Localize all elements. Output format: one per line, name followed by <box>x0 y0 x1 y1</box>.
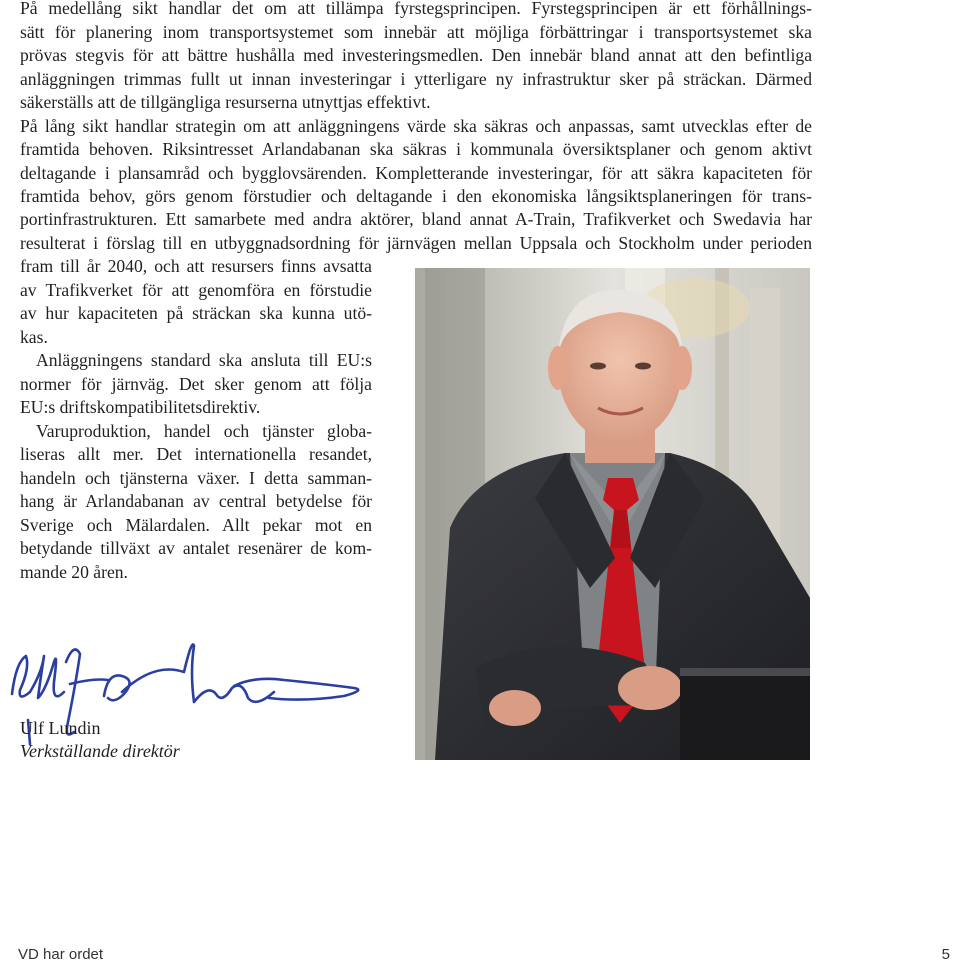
column-line-9: liseras allt mer. Det internationella resandet, <box>20 444 372 464</box>
signatory-title: Verkställande direktör <box>20 741 180 761</box>
footer-section-title: VD har ordet <box>18 946 104 963</box>
column-line-11: hang är Arlandabanan av central betydelse för <box>20 491 372 511</box>
column-line-1: fram till år 2040, och att resursers finns avsatta <box>20 256 372 276</box>
body-line-1: På medellång sikt handlar det om att tillämpa fyrstegsprincipen. Fyrstegsprincipen är ett förhållnings- <box>20 0 812 18</box>
column-line-13: betydande tillväxt av antalet resenärer de kom- <box>20 538 372 558</box>
column-line-4: kas. <box>20 327 48 347</box>
body-line-9: framtida behov, görs genom förstudier och deltagande i den ekonomiska långsiktsplaneringen för trans- <box>20 186 812 206</box>
column-line-12: Sverige och Mälardalen. Allt pekar mot en <box>20 515 372 535</box>
column-line-2: av Trafikverket för att genomföra en förstudie <box>20 280 372 300</box>
body-line-7: framtida behoven. Riksintresset Arlandabanan ska säkras i kommunala översiktsplaner och genom aktivt <box>20 139 812 159</box>
body-line-11: resulterat i förslag till en utbyggnadsordning för järnvägen mellan Uppsala och Stockholm under perioden <box>20 233 812 253</box>
portrait-photo <box>415 268 810 760</box>
page-number: 5 <box>941 946 950 963</box>
body-line-5: säkerställs att de tillgängliga resurserna utnyttjas effektivt. <box>20 92 431 112</box>
body-line-2: sätt för planering inom transportsystemet som innebär att möjliga förbättringar i transportsystemet ska <box>20 22 812 42</box>
body-line-3: prövas stegvis för att bättre hushålla med investeringsmedlen. Den innebär bland annat att den befintliga <box>20 45 812 65</box>
body-line-10: portinfrastrukturen. Ett samarbete med andra aktörer, bland annat A-Train, Trafikverket och Swedavia har <box>20 209 812 229</box>
body-line-6: På lång sikt handlar strategin om att anläggningens värde ska säkras och anpassas, samt utvecklas efter de <box>20 116 812 136</box>
signatory-name: Ulf Lundin <box>20 718 101 738</box>
column-line-6: normer för järnväg. Det sker genom att följa <box>20 374 372 394</box>
body-line-4: anläggningen trimmas fullt ut innan investeringar i ytterligare ny infrastruktur sker på sträckan. Därmed <box>20 69 812 89</box>
body-line-8: deltagande i plansamråd och bygglovsärenden. Kompletterande investeringar, för att säkra kapaciteten för <box>20 163 812 183</box>
column-line-14: mande 20 åren. <box>20 562 128 582</box>
column-line-7: EU:s driftskompatibilitetsdirektiv. <box>20 397 261 417</box>
column-line-10: handeln och tjänsterna växer. I detta samman- <box>20 468 372 488</box>
column-line-8: Varuproduktion, handel och tjänster globa- <box>36 421 372 441</box>
column-line-3: av hur kapaciteten på sträckan ska kunna utö- <box>20 303 372 323</box>
column-line-5: Anläggningens standard ska ansluta till EU:s <box>36 350 372 370</box>
